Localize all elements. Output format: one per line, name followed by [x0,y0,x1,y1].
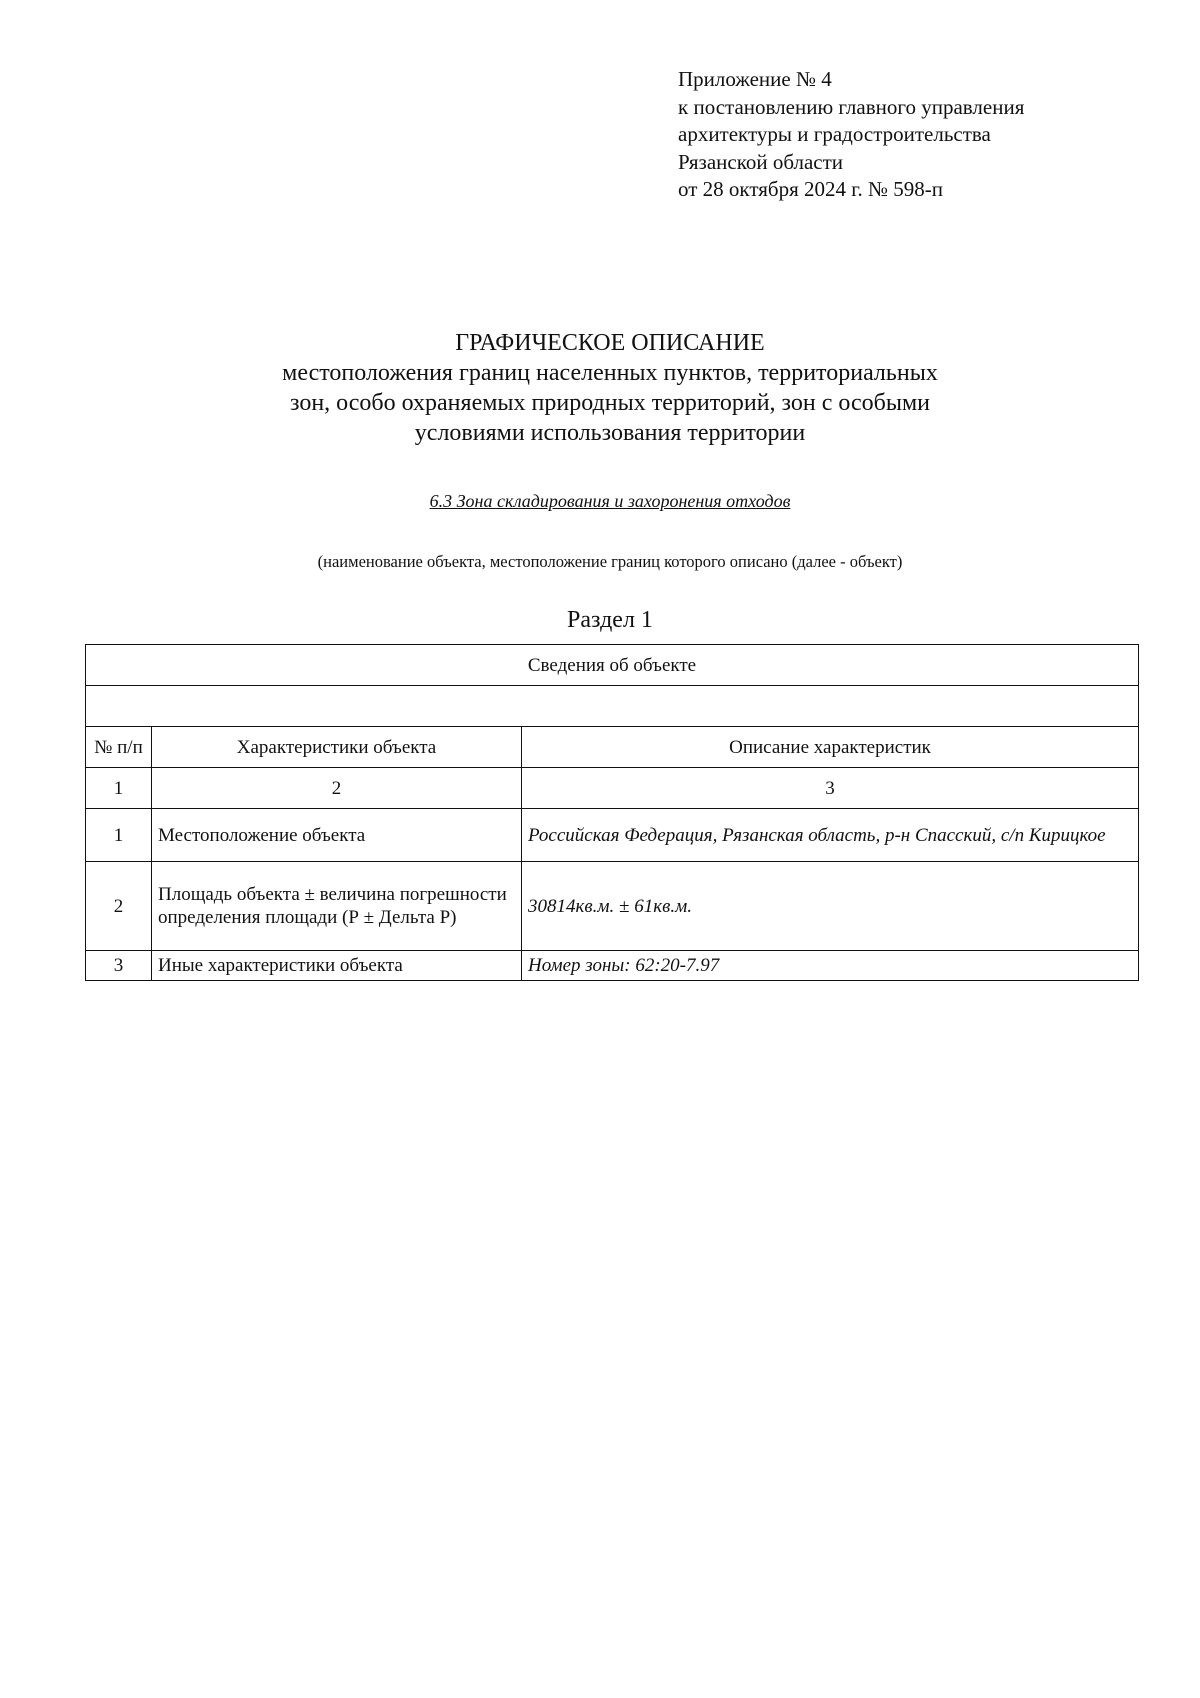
table-column-index-row [86,768,1139,809]
column-header-description: Описание характеристик [522,727,1139,768]
appendix-line: Рязанской области [678,149,844,174]
column-index: 3 [522,768,1139,809]
table-row [86,809,1139,862]
title-sub-line: зон, особо охраняемых природных территорий, зон с особыми [289,390,931,416]
table-empty-cell [86,686,1139,727]
title-main: ГРАФИЧЕСКОЕ ОПИСАНИЕ [455,330,765,356]
object-name: 6.3 Зона складирования и захоронения отходов [429,491,791,511]
table-column-headers [86,727,1139,768]
title-sub-line: местоположения границ населенных пунктов, территориальных [282,360,938,386]
column-header-num: № п/п [86,727,152,768]
appendix-line: архитектуры и градостроительства [678,122,991,146]
table-empty-row [86,686,1139,727]
row-characteristic: Площадь объекта ± величина погрешности определения площади (Р ± Дельта Р) [152,862,522,951]
table-row [86,862,1139,951]
table-header: Сведения об объекте [86,645,1139,686]
row-number: 2 [86,862,152,951]
section-title: Раздел 1 [567,607,653,633]
column-index: 1 [86,768,152,809]
table-header-row [86,645,1139,686]
row-number: 3 [86,951,152,981]
appendix-header [678,66,1138,204]
object-info-table [85,644,1139,981]
column-header-characteristic: Характеристики объекта [152,727,522,768]
appendix-line: Приложение № 4 [678,67,832,91]
title-sub-line: условиями использования территории [414,420,806,446]
object-caption: (наименование объекта, местоположение границ которого описано (далее - объект) [317,552,903,571]
row-number: 1 [86,809,152,862]
table-row [86,951,1139,981]
appendix-line: к постановлению главного управления [678,94,1025,119]
row-description: Номер зоны: 62:20-7.97 [522,951,1139,981]
document-title [0,328,1200,448]
column-index: 2 [152,768,522,809]
appendix-line: от 28 октября 2024 г. № 598-п [678,177,943,201]
row-characteristic: Местоположение объекта [152,809,522,862]
row-characteristic: Иные характеристики объекта [152,951,522,981]
row-description: 30814кв.м. ± 61кв.м. [522,862,1139,951]
row-description: Российская Федерация, Рязанская область, р-н Спасский, с/п Кирицкое [522,809,1139,862]
